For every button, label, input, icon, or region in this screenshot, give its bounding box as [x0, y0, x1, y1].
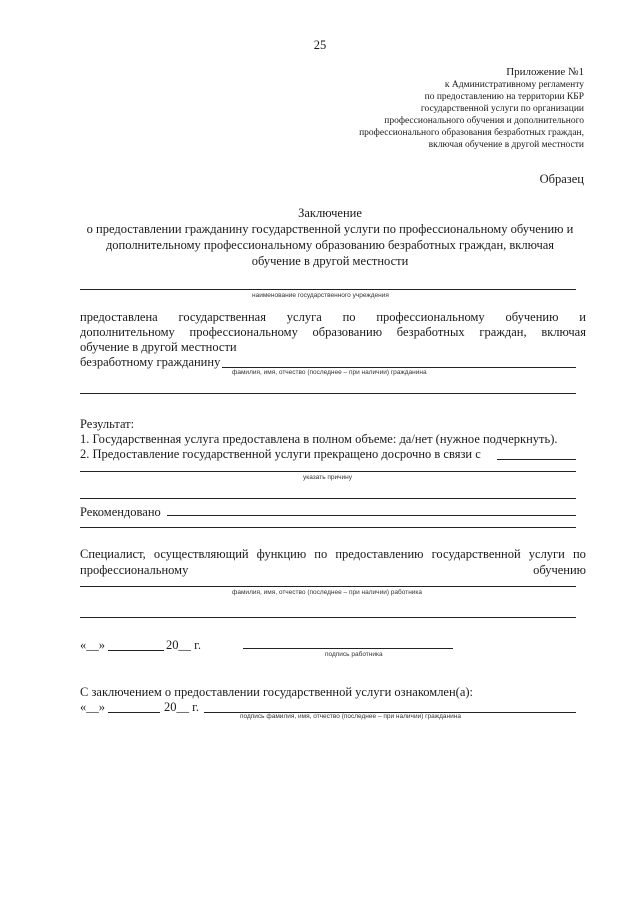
reason-hint: указать причину: [303, 474, 353, 481]
title-line: о предоставлении гражданину государственной услуги по профессиональному обучению и: [86, 222, 574, 236]
title-line: дополнительному профессиональному образованию безработных граждан, включая: [105, 238, 555, 252]
word: обучению: [505, 310, 559, 324]
citizen-signature-hint: подпись фамилия, имя, отчество (последнее – при наличии) гражданина: [240, 713, 461, 720]
worker-fio-hint: фамилия, имя, отчество (последнее – при наличии) работника: [232, 589, 423, 596]
header-line: включая обучение в другой местности: [428, 140, 584, 150]
unemployed-label: безработному гражданину: [80, 355, 221, 369]
specialist-line-2-left: профессиональному: [80, 563, 189, 577]
word: государственная: [178, 310, 266, 324]
header-line: государственной услуги по организации: [420, 104, 584, 114]
word: включая: [541, 325, 586, 339]
document-title: [70, 206, 590, 268]
reason-extra-field[interactable]: [80, 498, 576, 499]
provided-line-3: обучение в другой местности: [80, 340, 237, 354]
word: дополнительному: [80, 325, 175, 339]
sample-label: Образец: [539, 172, 584, 186]
word: функцию: [256, 547, 307, 561]
word: предоставлена: [80, 310, 158, 324]
institution-field[interactable]: [80, 289, 576, 290]
appendix-header: [224, 66, 584, 151]
result-label: Результат:: [80, 417, 135, 431]
recommended-field[interactable]: [167, 515, 576, 516]
word: осуществляющий: [153, 547, 249, 561]
recommended-label: Рекомендовано: [80, 505, 161, 519]
header-line: к Административному регламенту: [444, 80, 584, 90]
word: граждан,: [479, 325, 527, 339]
citizen-fio-hint: фамилия, имя, отчество (последнее – при наличии) гражданина: [232, 369, 427, 376]
word: услуга: [286, 310, 322, 324]
header-line: профессионального образования безработных граждан,: [359, 128, 584, 138]
word: безработных: [396, 325, 465, 339]
word: предоставлению: [335, 547, 424, 561]
worker-extra-field[interactable]: [80, 617, 576, 618]
specialist-line-1: [80, 547, 586, 561]
word: по: [342, 310, 356, 324]
header-line: Приложение №1: [506, 66, 584, 78]
word: государственной: [431, 547, 521, 561]
result-item-1: 1. Государственная услуга предоставлена в полном объеме: да/нет (нужное подчеркнуть).: [80, 432, 558, 446]
word: профессиональному: [376, 310, 485, 324]
citizen-extra-field[interactable]: [80, 393, 576, 394]
word: по: [314, 547, 328, 561]
recommended-extra-field[interactable]: [80, 527, 576, 528]
worker-fio-field[interactable]: [80, 586, 576, 587]
reason-field[interactable]: [80, 471, 576, 472]
header-line: профессионального обучения и дополнительного: [384, 116, 584, 126]
title-line: обучение в другой местности: [251, 254, 409, 268]
early-termination-field[interactable]: [497, 459, 576, 460]
title-heading: Заключение: [298, 206, 362, 220]
word: образованию: [312, 325, 383, 339]
date-2-month-field[interactable]: [108, 712, 160, 713]
worker-signature-field[interactable]: [243, 648, 453, 649]
word: Специалист,: [80, 547, 146, 561]
result-item-2: 2. Предоставление государственной услуги прекращено досрочно в связи с: [80, 447, 481, 461]
specialist-line-2-right: обучению: [533, 563, 586, 577]
citizen-fio-field[interactable]: [222, 367, 576, 368]
date-2-day: «__»: [80, 700, 105, 714]
institution-hint: наименование государственного учреждения: [252, 292, 389, 299]
worker-signature-hint: подпись работника: [325, 651, 383, 658]
provided-line-2: [80, 325, 586, 339]
page-number: 25: [313, 38, 327, 52]
date-2-year: 20__ г.: [164, 700, 199, 714]
date-1-day: «__»: [80, 638, 105, 652]
word: услуги: [528, 547, 565, 561]
word: профессиональному: [189, 325, 298, 339]
word: и: [579, 310, 586, 324]
date-1-year: 20__ г.: [166, 638, 201, 652]
header-line: по предоставлению на территории КБР: [424, 92, 584, 102]
word: по: [572, 547, 586, 561]
acquainted-label: С заключением о предоставлении государственной услуги ознакомлен(а):: [80, 685, 474, 699]
provided-line-1: [80, 310, 586, 324]
date-1-month-field[interactable]: [108, 650, 164, 651]
